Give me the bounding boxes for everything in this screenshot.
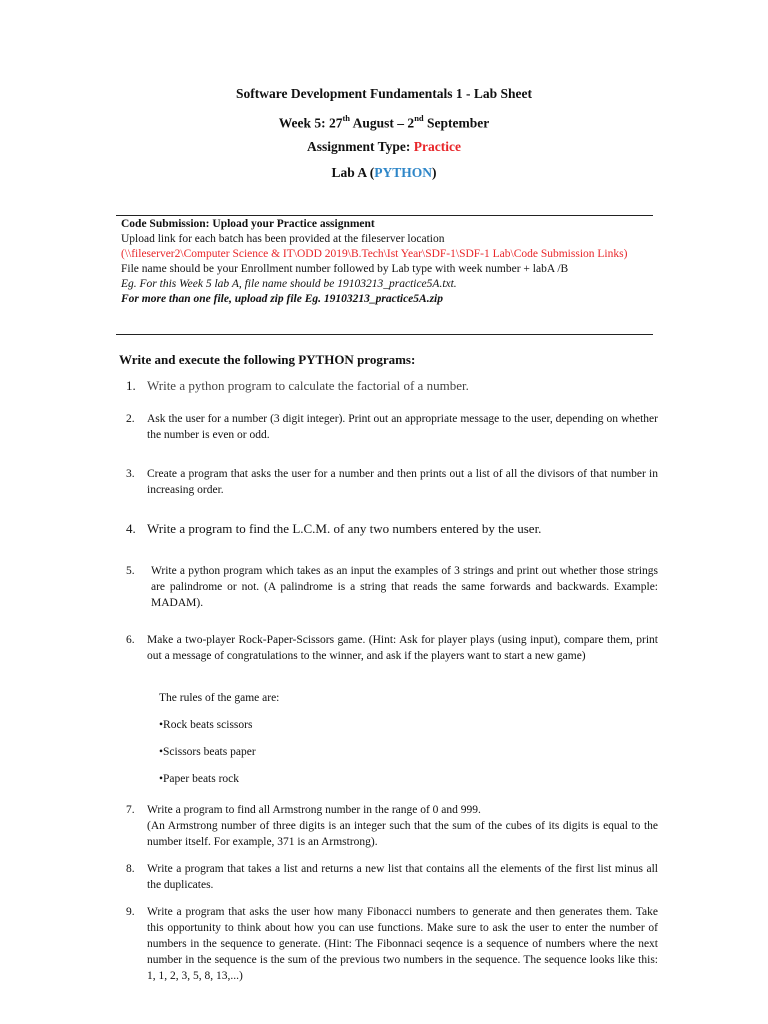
week-line: Week 5: 27th August – 2nd September bbox=[278, 113, 490, 131]
submission-heading: Code Submission: Upload your Practice assignment bbox=[121, 218, 375, 230]
question-5: 5. Write a python program which takes as an input the examples of 3 strings and print out whether those strings are palindrome or not. (A palindrome is a string that reads the same forwards and backwards. Example: MADAM). bbox=[126, 565, 658, 609]
rule-item: •Paper beats rock bbox=[159, 773, 240, 785]
question-3: 3. Create a program that asks the user for a number and then prints out a list of all the divisors of that number in increasing order. bbox=[126, 468, 658, 496]
question-8: 8. Write a program that takes a list and returns a new list that contains all the elements of the first list minus all the duplicates. bbox=[126, 863, 658, 891]
zip-note: For more than one file, upload zip file Eg. 19103213_practice5A.zip bbox=[121, 293, 444, 305]
filename-rule: File name should be your Enrollment number followed by Lab type with week number + labA /B bbox=[121, 263, 569, 275]
rule-item: •Rock beats scissors bbox=[159, 719, 253, 731]
lab-language: PYTHON bbox=[374, 165, 433, 180]
question-2: 2. Ask the user for a number (3 digit integer). Print out an appropriate message to the user, depending on whether the number is even or odd. bbox=[126, 413, 658, 441]
question-7: 7. Write a program to find all Armstrong number in the range of 0 and 999. (An Armstrong number of three digits is an integer such that the sum of the cubes of its digits is equal to the number itself. For example, 371 is an Armstrong). bbox=[126, 804, 658, 848]
question-4: 4. Write a program to find the L.C.M. of any two numbers entered by the user. bbox=[126, 521, 542, 536]
submission-line: Upload link for each batch has been provided at the fileserver location bbox=[121, 233, 445, 245]
assignment-type-value: Practice bbox=[413, 139, 461, 154]
document-title: Software Development Fundamentals 1 - Lab Sheet bbox=[236, 86, 532, 101]
rules-heading: The rules of the game are: bbox=[159, 692, 280, 704]
submission-box bbox=[121, 217, 651, 307]
divider-top bbox=[116, 215, 653, 216]
assignment-type: Assignment Type: Practice bbox=[307, 139, 461, 154]
question-6: 6. Make a two-player Rock-Paper-Scissors game. (Hint: Ask for player plays (using input), compare them, print out a message of congratulations to the winner, and ask if the players want to start a new game) bbox=[126, 634, 658, 662]
section-title: Write and execute the following PYTHON programs: bbox=[119, 352, 416, 367]
fileserver-path: (\\fileserver2\Computer Science & IT\ODD 2019\B.Tech\Ist Year\SDF-1\SDF-1 Lab\Code Submission Links) bbox=[121, 248, 628, 260]
rule-item: •Scissors beats paper bbox=[159, 746, 256, 758]
lab-label: Lab A (PYTHON) bbox=[331, 165, 437, 180]
divider-bottom bbox=[116, 334, 653, 335]
question-1: 1. Write a python program to calculate the factorial of a number. bbox=[126, 378, 469, 393]
question-9: 9. Write a program that asks the user how many Fibonacci numbers to generate and then generates them. Take this opportunity to think about how you can use functions. Make sure to ask the user to enter the number of numbers in the sequence to generate. (Hint: The Fibonnaci seqence is a sequence of numbers where the next number in the sequence is the sum of the previous two numbers in the sequence. The sequence looks like this: 1, 1, 2, 3, 5, 8, 13,...) bbox=[126, 906, 658, 982]
filename-example: Eg. For this Week 5 lab A, file name should be 19103213_practice5A.txt. bbox=[121, 278, 457, 290]
